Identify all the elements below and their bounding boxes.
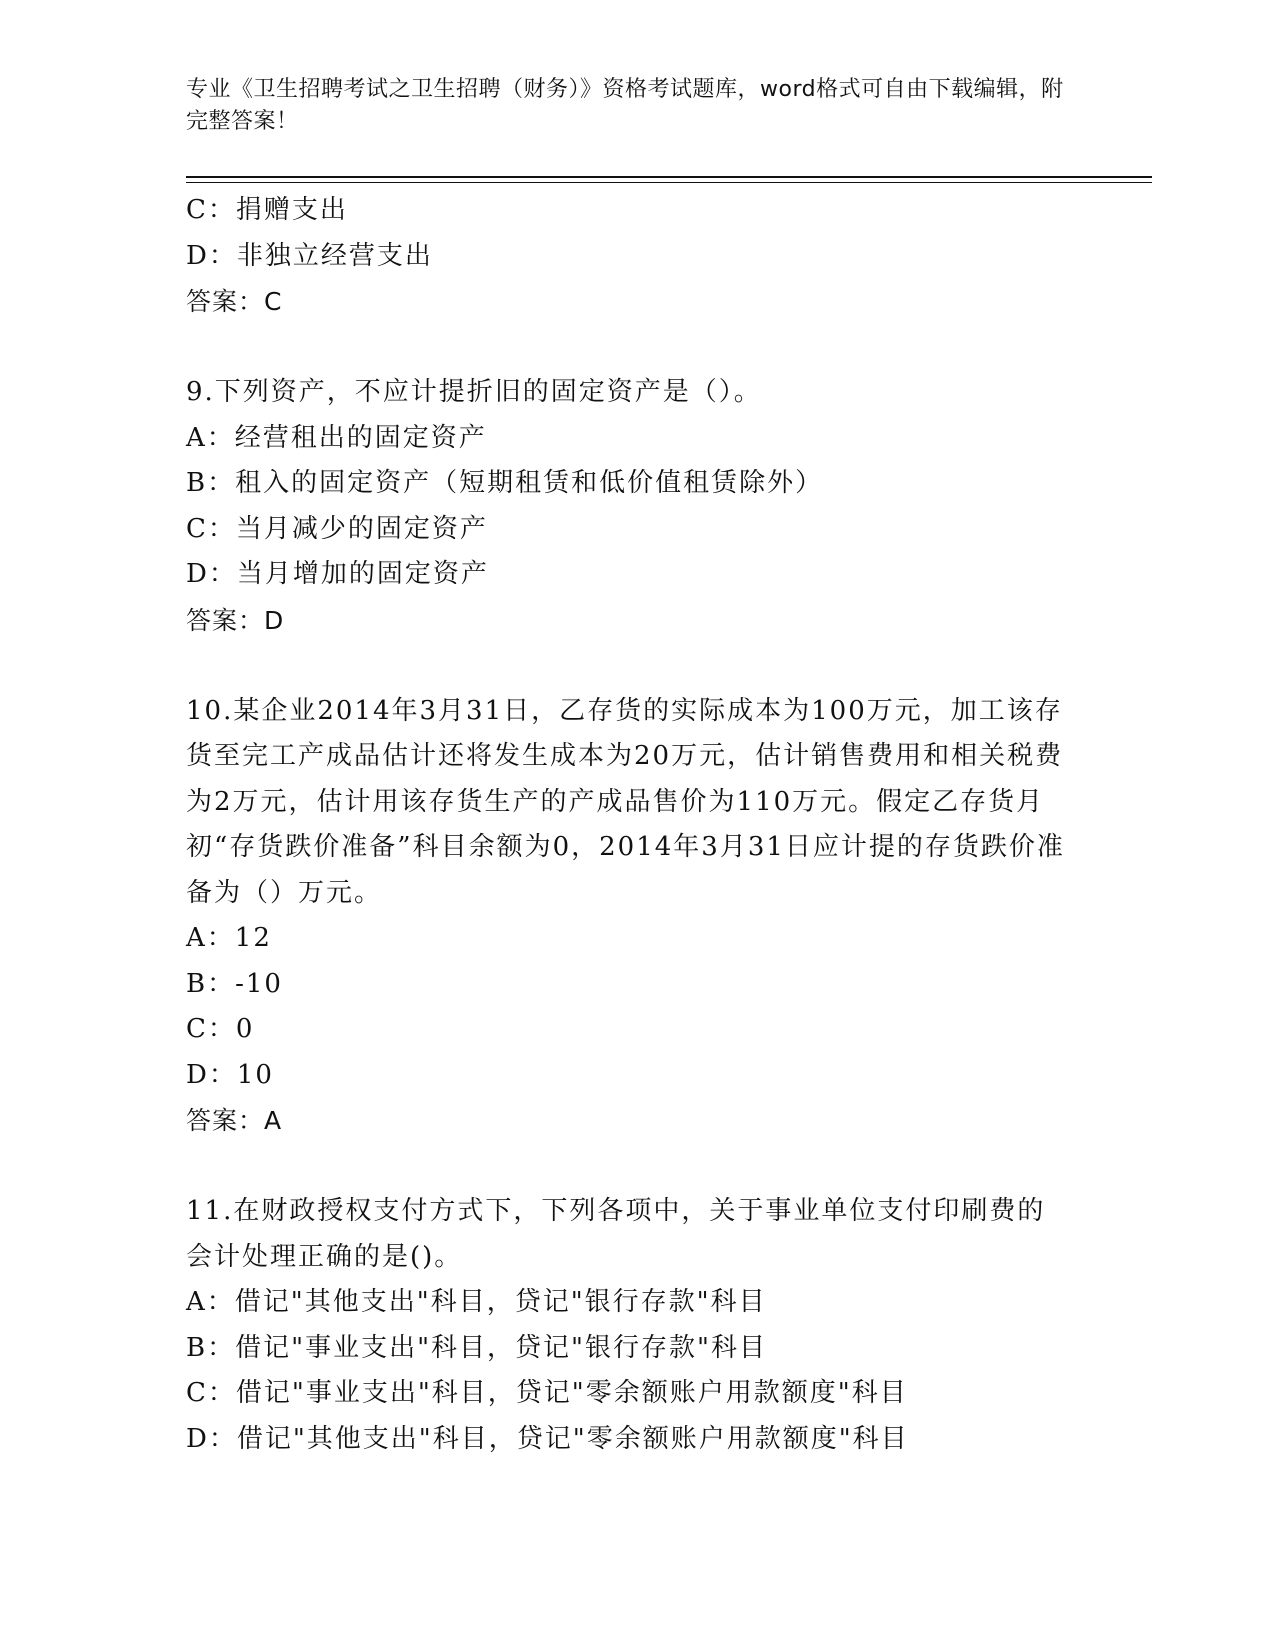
q8-option-d: D：非独立经营支出 — [186, 240, 433, 271]
q9-option-c: C：当月减少的固定资产 — [186, 513, 488, 544]
q9-option-b: B：租入的固定资产（短期租赁和低价值租赁除外） — [186, 468, 824, 498]
spacer — [186, 1144, 1086, 1190]
q8-answer: 答案：C — [186, 287, 283, 316]
q9-answer: 答案：D — [186, 605, 285, 635]
spacer — [186, 325, 1086, 371]
q10-option-c: C：0 — [186, 1014, 255, 1044]
header-rule-thick — [186, 176, 1152, 178]
q11-option-c: C：借记"事业支出"科目，贷记"零余额账户用款额度"科目 — [186, 1378, 908, 1408]
q10-answer: 答案：A — [186, 1106, 283, 1135]
q9-option-d: D：当月增加的固定资产 — [186, 559, 489, 589]
question-content — [186, 188, 1086, 1462]
q8-option-c: C：捐赠支出 — [186, 195, 348, 225]
q11-option-b: B：借记"事业支出"科目，贷记"银行存款"科目 — [186, 1332, 767, 1363]
q9-option-a: A：经营租出的固定资产 — [186, 422, 487, 453]
q10-option-a: A：12 — [186, 923, 272, 953]
q11-option-d: D：借记"其他支出"科目，贷记"零余额账户用款额度"科目 — [186, 1423, 909, 1454]
spacer — [186, 643, 1086, 689]
q10-option-d: D：10 — [186, 1059, 274, 1090]
q11-option-a: A：借记"其他支出"科目，贷记"银行存款"科目 — [186, 1287, 767, 1317]
q10-stem: 10.某企业2014年3月31日，乙存货的实际成本为100万元，加工该存货至完工产成品估计还将发生成本为20万元，估计销售费用和相关税费为2万元，估计用该存货生产的产成品售价为110万元。假定乙存货月初“存货跌价准备”科目余额为0，2014年3月31日应计提的存货跌价准备为（）万元。 — [186, 695, 1065, 908]
q10-option-b: B：-10 — [186, 968, 283, 999]
q9-stem: 9.下列资产，不应计提折旧的固定资产是（）。 — [186, 377, 762, 407]
header-rule-thin — [186, 182, 1152, 183]
document-header: 专业《卫生招聘考试之卫生招聘（财务）》资格考试题库，word格式可自由下载编辑，附完整答案！ — [186, 77, 1064, 134]
q11-stem: 11.在财政授权支付方式下，下列各项中，关于事业单位支付印刷费的会计处理正确的是()。 — [186, 1196, 1046, 1272]
